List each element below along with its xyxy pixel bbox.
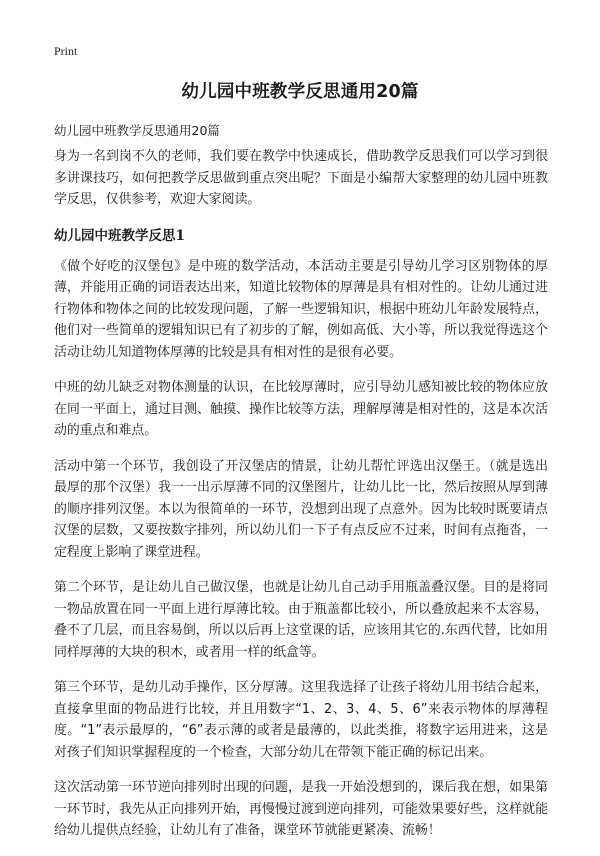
page-title: 幼儿园中班教学反思通用20篇	[181, 82, 419, 102]
body-paragraph-4: 第二个环节，是让幼儿自己做汉堡，也就是让幼儿自己动手用瓶盖叠汉堡。目的是将同一物品放置在同一平面上进行厚薄比较。由于瓶盖都比较小，所以叠放起来不太容易，叠不了几层，而且容易倒，所以以后再上这堂课的话，应该用其它的.东西代替，比如用同样厚薄的大块的积木，或者用一样的纸盒等。	[54, 580, 548, 660]
body-paragraph-2: 中班的幼儿缺乏对物体测量的认识，在比较厚薄时，应引导幼儿感知被比较的物体应放在同一平面上，通过目测、触摸、操作比较等方法，理解厚薄是相对性的，这是本次活动的重点和难点。	[54, 380, 548, 438]
intro-paragraph: 身为一名到岗不久的老师，我们要在教学中快速成长，借助教学反思我们可以学习到很多讲课技巧，如何把教学反思做到重点突出呢？下面是小编帮大家整理的幼儿园中班教学反思，仅供参考，欢迎大家阅读。	[54, 149, 548, 207]
article-body	[54, 146, 548, 856]
print-link[interactable]: Print	[54, 44, 78, 58]
section-heading: 幼儿园中班教学反思1	[54, 227, 185, 244]
body-paragraph-6: 这次活动第一环节逆向排列时出现的问题，是我一开始没想到的，课后我在想，如果第一环节时，我先从正向排列开始，再慢慢过渡到逆向排列，可能效果要好些，这样就能给幼儿提供点经验，让幼儿有了准备，课堂环节就能更紧凑、流畅！	[54, 780, 548, 838]
document-subtitle: 幼儿园中班教学反思通用20篇	[54, 123, 220, 138]
body-paragraph-1: 《做个好吃的汉堡包》是中班的数学活动，本活动主要是引导幼儿学习区别物体的厚薄，并能用正确的词语表达出来，知道比较物体的厚薄是具有相对性的。让幼儿通过进行物体和物体之间的比较发现问题，了解一些逻辑知识，根据中班幼儿年龄发展特点，他们对一些简单的逻辑知识已有了初步的了解，例如高低、大小等，所以我觉得选这个活动让幼儿知道物体厚薄的比较是具有相对性的是很有必要。	[54, 258, 548, 360]
body-paragraph-5: 第三个环节，是幼儿动手操作，区分厚薄。这里我选择了让孩子将幼儿用书结合起来，直接拿里面的物品进行比较，并且用数字“1、2、3、4、5、6”来表示物体的厚薄程度。“1”表示最厚的，“6”表示薄的或者是最薄的，以此类推，将数字运用进来，这是对孩子们知识掌握程度的一个检查，大部分幼儿在带领下能正确的标记出来。	[54, 680, 548, 760]
body-paragraph-3: 活动中第一个环节，我创设了开汉堡店的情景，让幼儿帮忙评选出汉堡王。（就是选出最厚的那个汉堡）我一一出示厚薄不同的汉堡图片，让幼儿比一比，然后按照从厚到薄的顺序排列汉堡。本以为很简单的一环节，没想到出现了点意外。因为比较时既要请点汉堡的层数，又要按数字排列，所以幼儿们一下子有点反应不过来，时间有点拖沓，一定程度上影响了课堂进程。	[54, 458, 548, 560]
